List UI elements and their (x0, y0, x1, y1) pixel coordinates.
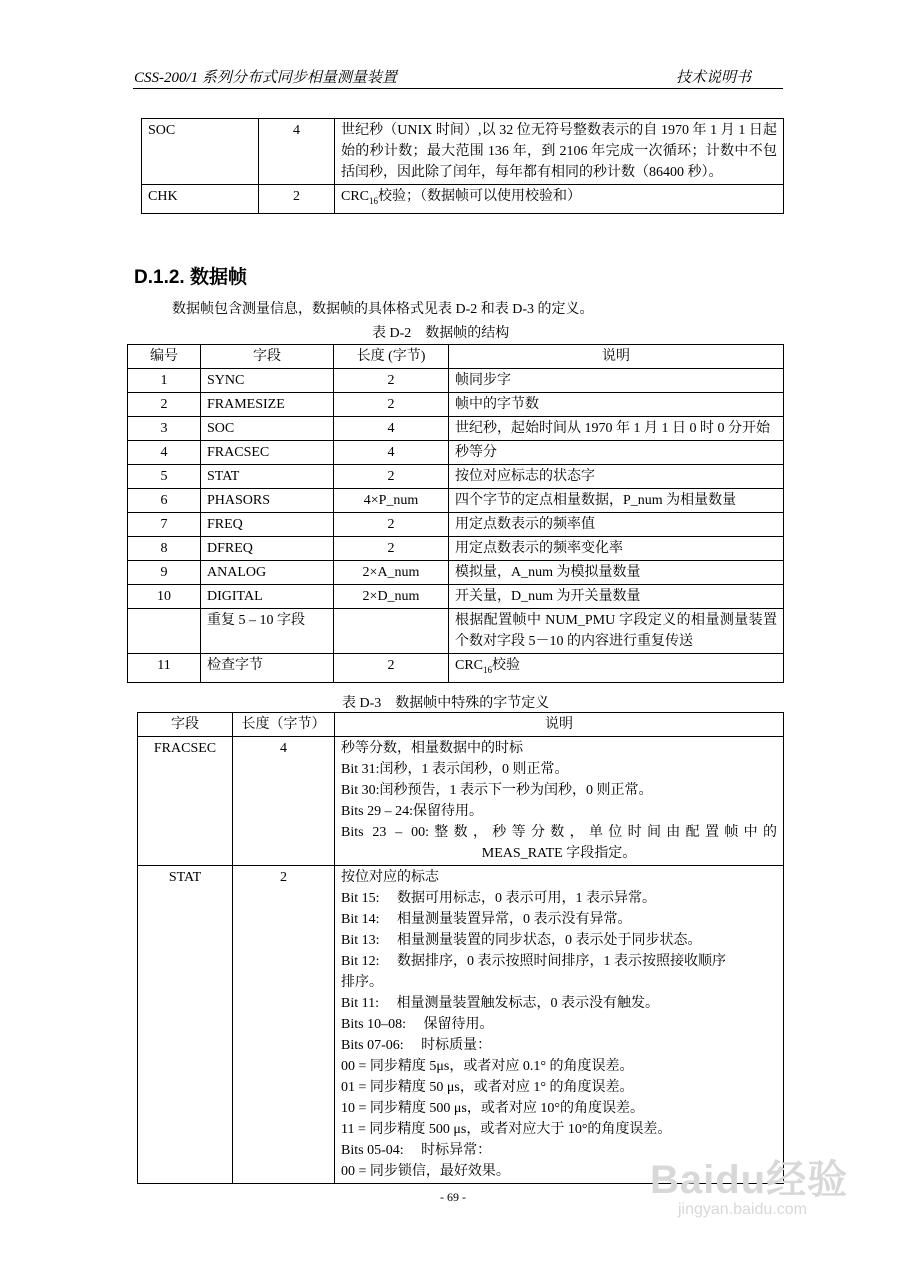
table-header-row (138, 713, 784, 737)
description-line: Bit 31:闰秒，1 表示闰秒，0 则正常。 (341, 762, 569, 777)
number-cell: 10 (128, 585, 201, 609)
column-header: 长度 (字节) (334, 345, 449, 369)
length-cell: 2 (334, 513, 449, 537)
table-header-row (128, 345, 784, 369)
description-cell: 世纪秒，起始时间从 1970 年 1 月 1 日 0 时 0 分开始 (449, 417, 784, 441)
table-continuation (141, 118, 784, 214)
description-line: Bits 05-04: 时标异常： (341, 1143, 492, 1158)
description-line: Bits 07-06: 时标质量： (341, 1038, 492, 1053)
table-row (128, 417, 784, 441)
length-cell: 4 (334, 441, 449, 465)
field-cell: DFREQ (201, 537, 334, 561)
description-cell (335, 866, 784, 1184)
field-cell: 检查字节 (201, 654, 334, 683)
table-d3 (137, 712, 784, 1184)
description-line: 00 = 同步精度 5μs，或者对应 0.1° 的角度误差。 (341, 1059, 634, 1074)
description-cell: 按位对应标志的状态字 (449, 465, 784, 489)
length-cell: 2 (334, 537, 449, 561)
table-row (128, 513, 784, 537)
watermark-brand: Baidu经验 (650, 1158, 849, 1202)
table-row (128, 585, 784, 609)
field-cell: DIGITAL (201, 585, 334, 609)
description-line: 00 = 同步锁信，最好效果。 (341, 1164, 510, 1179)
length-cell (334, 609, 449, 654)
description-line: Bits 10–08: 保留待用。 (341, 1017, 494, 1032)
description-line: Bits 23 – 00:整数，秒等分数，单位时间由配置帧中的 (341, 825, 777, 840)
column-header: 长度（字节） (233, 713, 335, 737)
table-row (128, 609, 784, 654)
number-cell: 9 (128, 561, 201, 585)
number-cell: 6 (128, 489, 201, 513)
number-cell: 1 (128, 369, 201, 393)
number-cell: 5 (128, 465, 201, 489)
description-line: MEAS_RATE 字段指定。 (481, 846, 637, 861)
table-d2-caption: 表 D-2 数据帧的结构 (372, 326, 510, 341)
table-d2 (127, 344, 784, 683)
description-cell: $CRC_{16}$校验 (449, 654, 784, 683)
description-line: 10 = 同步精度 500 μs，或者对应 10°的角度误差。 (341, 1101, 644, 1116)
field-cell: SYNC (201, 369, 334, 393)
length-cell: 2×A_num (334, 561, 449, 585)
table-row (128, 489, 784, 513)
page-number: - 69 - (440, 1190, 466, 1204)
number-cell: 7 (128, 513, 201, 537)
field-cell: STAT (201, 465, 334, 489)
field-cell: STAT (138, 866, 233, 1184)
description-line: Bits 29 – 24:保留待用。 (341, 804, 483, 819)
number-cell: 11 (128, 654, 201, 683)
description-line: Bit 13: 相量测量装置的同步状态，0 表示处于同步状态。 (341, 933, 702, 948)
description-line: 01 = 同步精度 50 μs，或者对应 1° 的角度误差。 (341, 1080, 634, 1095)
description-cell: $CRC_{16}$校验；（数据帧可以使用校验和） (335, 185, 784, 214)
field-cell: PHASORS (201, 489, 334, 513)
section-intro: 数据帧包含测量信息，数据帧的具体格式见表 D-2 和表 D-3 的定义。 (172, 302, 594, 317)
column-header: 编号 (128, 345, 201, 369)
length-cell: 4×P_num (334, 489, 449, 513)
description-cell: 秒等分 (449, 441, 784, 465)
description-line: Bit 14: 相量测量装置异常，0 表示没有异常。 (341, 912, 632, 927)
field-cell: SOC (201, 417, 334, 441)
table-row (128, 465, 784, 489)
number-cell: 8 (128, 537, 201, 561)
description-cell: 开关量，D_num 为开关量数量 (449, 585, 784, 609)
number-cell: 4 (128, 441, 201, 465)
description-line: Bit 11: 相量测量装置触发标志，0 表示没有触发。 (341, 996, 659, 1011)
description-cell: 用定点数表示的频率值 (449, 513, 784, 537)
table-row (128, 654, 784, 683)
baidu-watermark (650, 1148, 848, 1219)
table-d3-caption: 表 D-3 数据帧中特殊的字节定义 (342, 696, 550, 711)
length-cell: 4 (259, 119, 335, 185)
description-line: Bit 15: 数据可用标志，0 表示可用，1 表示异常。 (341, 891, 657, 906)
table-row (138, 737, 784, 866)
description-cell: 四个字节的定点相量数据，P_num 为相量数量 (449, 489, 784, 513)
description-cell: 用定点数表示的频率变化率 (449, 537, 784, 561)
length-cell: 2 (334, 654, 449, 683)
length-cell: 4 (233, 737, 335, 866)
description-line: Bit 30:闰秒预告，1 表示下一秒为闰秒，0 则正常。 (341, 783, 653, 798)
description-cell: 帧同步字 (449, 369, 784, 393)
column-header: 字段 (138, 713, 233, 737)
length-cell: 4 (334, 417, 449, 441)
description-line: 11 = 同步精度 500 μs，或者对应大于 10°的角度误差。 (341, 1122, 672, 1137)
description-line: 按位对应的标志 (341, 870, 439, 885)
header-doc-type: 技术说明书 (676, 70, 752, 86)
field-cell: SOC (142, 119, 259, 185)
column-header: 字段 (201, 345, 334, 369)
description-cell: 根据配置帧中 NUM_PMU 字段定义的相量测量装置个数对字段 5－10 的内容进行重复传送 (449, 609, 784, 654)
number-cell: 3 (128, 417, 201, 441)
field-cell: FREQ (201, 513, 334, 537)
table-row (128, 561, 784, 585)
length-cell: 2 (334, 369, 449, 393)
description-line: 秒等分数，相量数据中的时标 (341, 741, 523, 756)
description-cell: 帧中的字节数 (449, 393, 784, 417)
table-row (128, 393, 784, 417)
table-row (128, 369, 784, 393)
header-rule (133, 88, 783, 89)
table-row (142, 119, 784, 185)
table-row (128, 441, 784, 465)
field-cell: FRACSEC (201, 441, 334, 465)
length-cell: 2 (233, 866, 335, 1184)
description-line: 排序。 (341, 975, 383, 990)
field-cell: FRAMESIZE (201, 393, 334, 417)
number-cell (128, 609, 201, 654)
field-cell: CHK (142, 185, 259, 214)
description-cell: 模拟量，A_num 为模拟量数量 (449, 561, 784, 585)
watermark-url: jingyan.baidu.com (678, 1201, 807, 1218)
table-row (142, 185, 784, 214)
field-cell: 重复 5 – 10 字段 (201, 609, 334, 654)
column-header: 说明 (335, 713, 784, 737)
section-title: D.1.2. 数据帧 (134, 267, 247, 288)
column-header: 说明 (449, 345, 784, 369)
number-cell: 2 (128, 393, 201, 417)
length-cell: 2 (334, 393, 449, 417)
description-cell: 世纪秒（UNIX 时间）,以 32 位无符号整数表示的自 1970 年 1 月 1 日起始的秒计数；最大范围 136 年，到 2106 年完成一次循环；计数中不包括闰秒，因此除了闰年，每年都有相同的秒计数（86400 秒）。 (335, 119, 784, 185)
length-cell: 2×D_num (334, 585, 449, 609)
table-row (138, 866, 784, 1184)
header-title: CSS-200/1 系列分布式同步相量测量装置 (134, 70, 397, 86)
description-cell (335, 737, 784, 866)
length-cell: 2 (334, 465, 449, 489)
table-row (128, 537, 784, 561)
length-cell: 2 (259, 185, 335, 214)
field-cell: ANALOG (201, 561, 334, 585)
field-cell: FRACSEC (138, 737, 233, 866)
description-line: Bit 12: 数据排序，0 表示按照时间排序，1 表示按照接收顺序 (341, 954, 727, 969)
